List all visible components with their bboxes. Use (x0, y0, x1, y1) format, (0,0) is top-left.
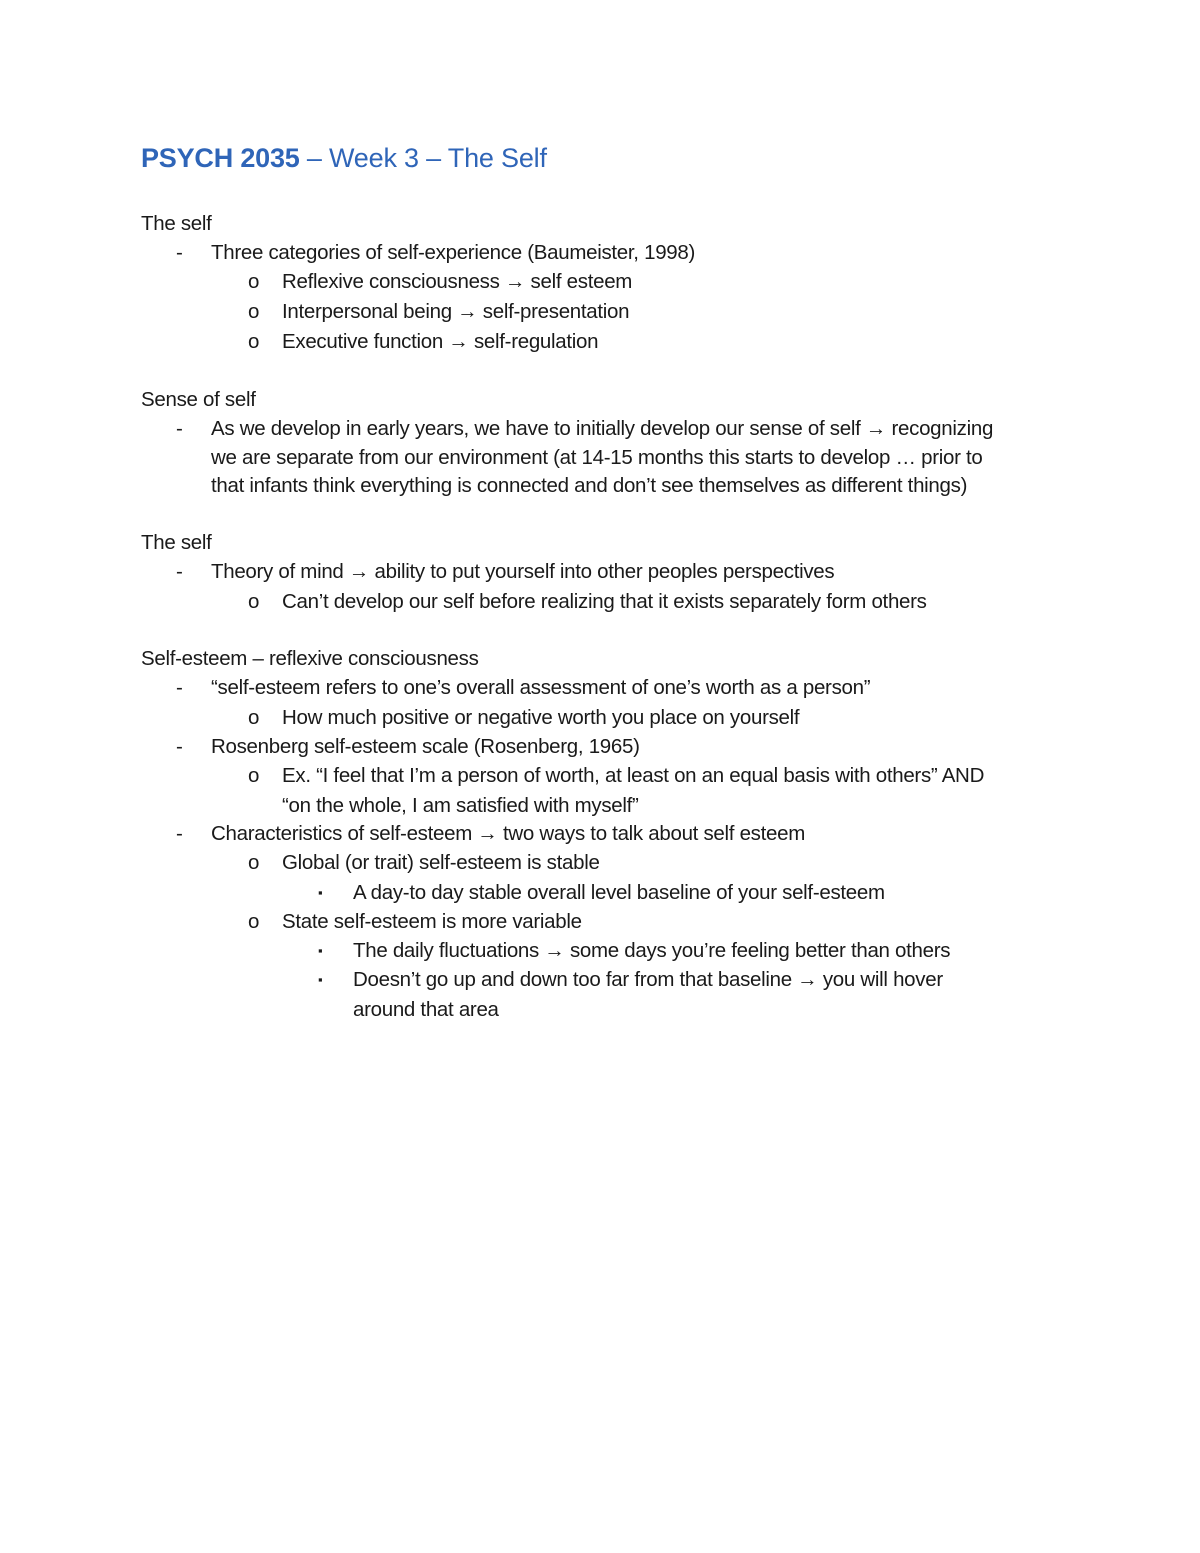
circle-bullet: o (248, 300, 260, 323)
dash-bullet: - (176, 676, 183, 699)
sub-bullet-text: Can’t develop our self before realizing that it exists separately form others (282, 590, 927, 613)
circle-bullet: o (248, 590, 260, 613)
sub-bullet-text-continued: “on the whole, I am satisfied with myself” (282, 794, 639, 817)
section-heading: Sense of self (141, 388, 256, 411)
circle-bullet: o (248, 851, 260, 874)
sub-sub-bullet-text: The daily fluctuations → some days you’re feeling better than others (353, 939, 951, 962)
sub-sub-bullet-text-continued: around that area (353, 998, 499, 1021)
sub-bullet-text: How much positive or negative worth you place on yourself (282, 706, 800, 729)
bullet-text: Rosenberg self-esteem scale (Rosenberg, 1965) (211, 735, 640, 758)
circle-bullet: o (248, 706, 260, 729)
sub-bullet-text: Executive function → self-regulation (282, 330, 599, 353)
circle-bullet: o (248, 270, 260, 293)
section-heading: The self (141, 531, 212, 554)
section-heading: The self (141, 212, 212, 235)
circle-bullet: o (248, 910, 260, 933)
dash-bullet: - (176, 822, 183, 845)
dash-bullet: - (176, 560, 183, 583)
sub-bullet-text: Ex. “I feel that I’m a person of worth, at least on an equal basis with others” AND (282, 764, 985, 787)
sub-bullet-text: State self-esteem is more variable (282, 910, 582, 933)
bullet-text: As we develop in early years, we have to initially develop our sense of self → recognizing (211, 417, 994, 440)
dash-bullet: - (176, 241, 183, 264)
bullet-text: Characteristics of self-esteem → two ways to talk about self esteem (211, 822, 805, 845)
square-bullet: ▪ (318, 972, 323, 987)
square-bullet: ▪ (318, 943, 323, 958)
dash-bullet: - (176, 735, 183, 758)
course-code: PSYCH 2035 (141, 143, 300, 173)
sub-sub-bullet-text: A day-to day stable overall level baseline of your self-esteem (353, 881, 885, 904)
bullet-text: Three categories of self-experience (Baumeister, 1998) (211, 241, 696, 264)
dash-bullet: - (176, 417, 183, 440)
section-heading: Self-esteem – reflexive consciousness (141, 647, 479, 670)
circle-bullet: o (248, 330, 260, 353)
sub-bullet-text: Reflexive consciousness → self esteem (282, 270, 633, 293)
bullet-text: “self-esteem refers to one’s overall assessment of one’s worth as a person” (211, 676, 871, 699)
sub-bullet-text: Global (or trait) self-esteem is stable (282, 851, 600, 874)
sub-sub-bullet-text: Doesn’t go up and down too far from that baseline → you will hover (353, 968, 943, 991)
square-bullet: ▪ (318, 885, 323, 900)
circle-bullet: o (248, 764, 260, 787)
page-title (141, 143, 547, 174)
bullet-text-continued: we are separate from our environment (at 14-15 months this starts to develop … prior to (211, 446, 983, 469)
title-rest: – Week 3 – The Self (299, 143, 547, 173)
bullet-text-continued: that infants think everything is connected and don’t see themselves as different things) (211, 474, 968, 497)
bullet-text: Theory of mind → ability to put yourself into other peoples perspectives (211, 560, 835, 583)
sub-bullet-text: Interpersonal being → self-presentation (282, 300, 630, 323)
